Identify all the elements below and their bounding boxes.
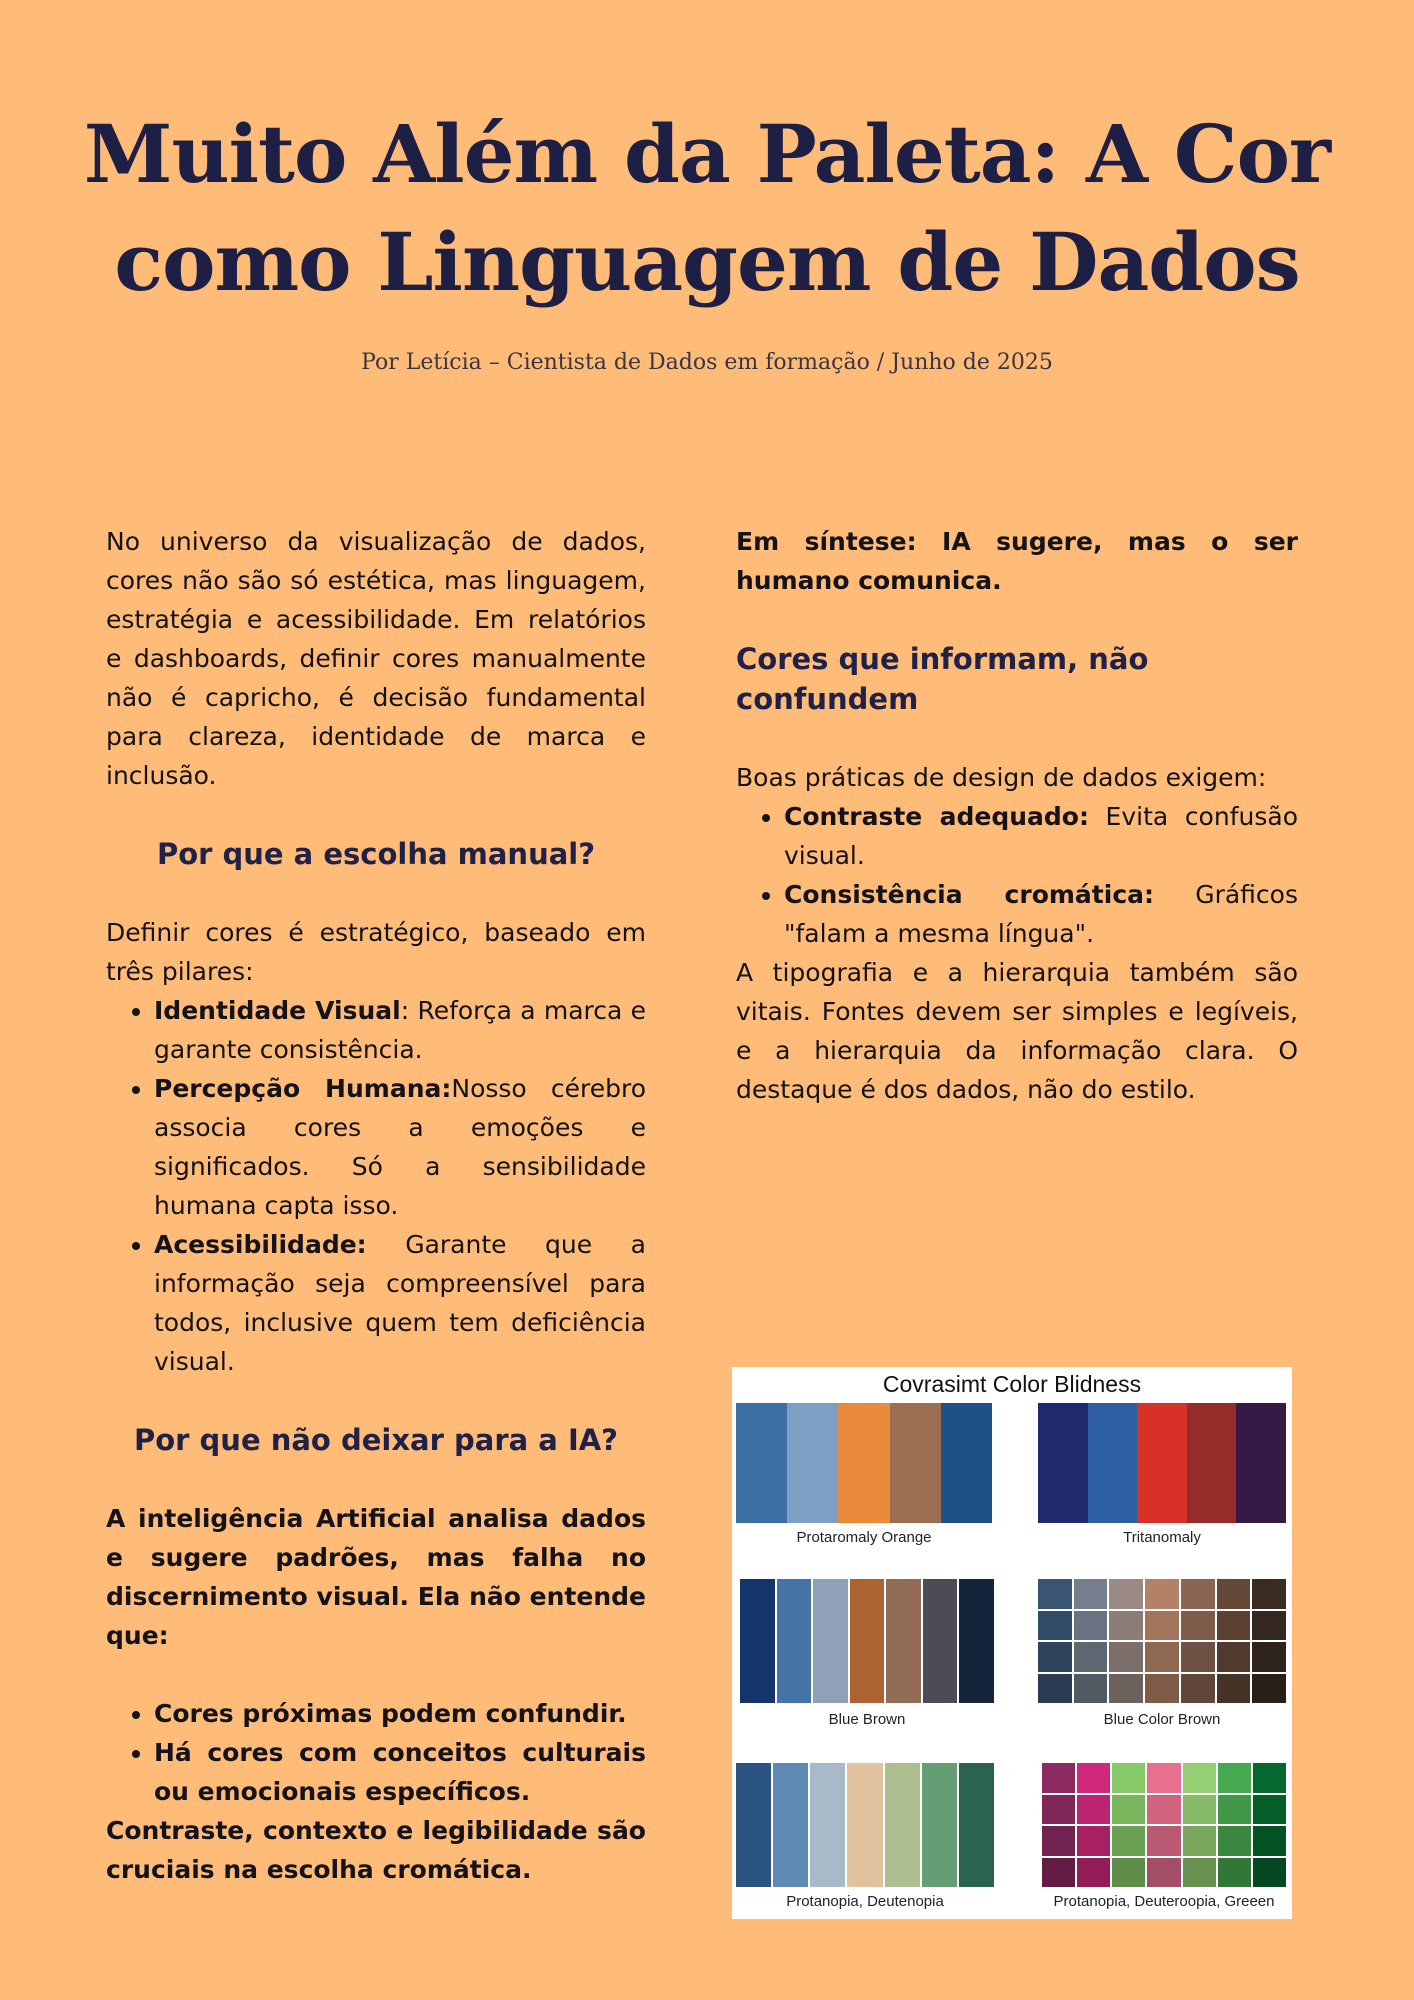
color-swatch (1074, 1642, 1108, 1672)
color-swatch (1112, 1795, 1145, 1825)
pillar-label: Identidade Visual (154, 996, 401, 1025)
color-swatch (1145, 1611, 1179, 1641)
color-swatch (1109, 1579, 1143, 1609)
color-swatch (1183, 1763, 1216, 1793)
color-swatch (1145, 1674, 1179, 1704)
color-swatch (941, 1403, 992, 1523)
color-swatch (959, 1763, 994, 1887)
color-swatch (1147, 1858, 1180, 1888)
color-swatch (1112, 1826, 1145, 1856)
color-swatch (850, 1579, 885, 1703)
pillar-text: Nosso cérebro associa cores a emoções e significados. Só a sensibilidade humana capta isso. (154, 1074, 647, 1220)
practice-label: Contraste adequado: (784, 802, 1089, 831)
color-swatch (1038, 1642, 1072, 1672)
color-blindness-figure (732, 1367, 1292, 1919)
color-swatch (1074, 1674, 1108, 1704)
color-swatch (1077, 1795, 1110, 1825)
color-swatch (1252, 1579, 1286, 1609)
color-swatch (1137, 1403, 1187, 1523)
palette-protanopia-deutenopia (736, 1763, 994, 1887)
color-swatch (810, 1763, 845, 1887)
color-swatch (1253, 1826, 1286, 1856)
list-item (154, 1225, 646, 1381)
list-item (154, 1069, 646, 1225)
color-swatch (1077, 1763, 1110, 1793)
color-swatch (922, 1763, 957, 1887)
color-swatch (813, 1579, 848, 1703)
color-swatch (1181, 1674, 1215, 1704)
color-swatch (1252, 1611, 1286, 1641)
palette-protanopia-deuteroopia-green (1042, 1763, 1286, 1887)
color-swatch (1077, 1826, 1110, 1856)
color-swatch (736, 1403, 787, 1523)
pillar-text: : Reforça a marca e garante consistência. (154, 996, 646, 1064)
color-swatch (773, 1763, 808, 1887)
list-item (784, 875, 1298, 953)
color-swatch (1252, 1642, 1286, 1672)
palette-blue-brown (740, 1579, 994, 1703)
color-swatch (1253, 1858, 1286, 1888)
ai-outro: Contraste, contexto e legibilidade são cruciais na escolha cromática. (106, 1816, 646, 1884)
byline: Por Letícia – Cientista de Dados em formação / Junho de 2025 (361, 350, 1053, 375)
color-swatch (1218, 1826, 1251, 1856)
color-swatch (1183, 1826, 1216, 1856)
color-swatch (886, 1579, 921, 1703)
color-swatch (847, 1763, 882, 1887)
color-swatch (890, 1403, 941, 1523)
color-swatch (1218, 1858, 1251, 1888)
color-swatch (959, 1579, 994, 1703)
color-swatch (1074, 1611, 1108, 1641)
page-title: Muito Além da Paleta: A Cor como Linguagem de Dados (83, 107, 1331, 309)
pillar-label: Percepção Humana: (154, 1074, 452, 1103)
color-swatch (838, 1403, 889, 1523)
palette-caption: Protaromaly Orange (796, 1529, 932, 1546)
color-swatch (1252, 1674, 1286, 1704)
color-swatch (1218, 1763, 1251, 1793)
color-swatch (1042, 1826, 1075, 1856)
color-swatch (740, 1579, 775, 1703)
list-item: • Há cores com conceitos culturais ou emocionais específicos. (154, 1733, 646, 1811)
list-item: • Cores próximas podem confundir. (154, 1694, 646, 1733)
color-swatch (1218, 1795, 1251, 1825)
manual-intro: Definir cores é estratégico, baseado em três pilares: (106, 918, 646, 986)
color-swatch (1183, 1858, 1216, 1888)
heading-manual-choice: Por que a escolha manual? (156, 837, 596, 871)
color-swatch (1112, 1858, 1145, 1888)
practice-text: Gráficos "falam a mesma língua". (784, 880, 1298, 948)
color-swatch (777, 1579, 812, 1703)
palette-caption: Blue Brown (828, 1711, 906, 1728)
palette-caption: Tritanomaly (1123, 1529, 1201, 1546)
color-swatch (1145, 1579, 1179, 1609)
practice-text: Evita confusão visual. (784, 802, 1298, 870)
color-swatch (1183, 1795, 1216, 1825)
color-swatch (1109, 1611, 1143, 1641)
color-swatch (1145, 1642, 1179, 1672)
color-swatch (1253, 1763, 1286, 1793)
practice-label: Consistência cromática: (784, 880, 1155, 909)
figure-title: Covrasimt Color Blidness (882, 1371, 1142, 1397)
color-swatch (1253, 1795, 1286, 1825)
color-swatch (885, 1763, 920, 1887)
left-column (106, 522, 646, 1889)
color-swatch (1217, 1611, 1251, 1641)
pillars-list (106, 991, 646, 1381)
color-swatch (1109, 1642, 1143, 1672)
color-swatch (1236, 1403, 1286, 1523)
palette-tritanomaly (1038, 1403, 1286, 1523)
palette-caption: Blue Color Brown (1103, 1711, 1221, 1728)
color-swatch (1088, 1403, 1138, 1523)
palette-caption: Protanopia, Deuteroopia, Greeen (1053, 1893, 1275, 1910)
pillar-text: Garante que a informação seja compreensível para todos, inclusive quem tem deficiência visual. (154, 1230, 646, 1376)
heading-why-not-ai: Por que não deixar para a IA? (133, 1423, 619, 1457)
color-swatch (1042, 1858, 1075, 1888)
color-swatch (1042, 1795, 1075, 1825)
ai-intro: A inteligência Artificial analisa dados e sugere padrões, mas falha no discernimento visual. Ela não entende que: (106, 1504, 646, 1650)
practices-list (736, 797, 1298, 953)
color-swatch (736, 1763, 771, 1887)
color-swatch (1147, 1795, 1180, 1825)
color-swatch (1147, 1763, 1180, 1793)
ai-points-list (106, 1694, 646, 1811)
list-item (784, 797, 1298, 875)
color-swatch (1217, 1642, 1251, 1672)
palette-blue-color-brown (1038, 1579, 1286, 1703)
color-swatch (1042, 1763, 1075, 1793)
right-column (736, 522, 1298, 1109)
color-swatch (1112, 1763, 1145, 1793)
color-swatch (1077, 1858, 1110, 1888)
color-swatch (923, 1579, 958, 1703)
color-swatch (1147, 1826, 1180, 1856)
palette-caption: Protanopia, Deutenopia (786, 1893, 944, 1910)
typography-paragraph: A tipografia e a hierarquia também são vitais. Fontes devem ser simples e legíveis, e a hierarquia da informação clara. O destaque é dos dados, não do estilo. (736, 958, 1298, 1104)
color-swatch (1074, 1579, 1108, 1609)
practices-intro: Boas práticas de design de dados exigem: (736, 763, 1267, 792)
color-swatch (1217, 1579, 1251, 1609)
color-swatch (1181, 1642, 1215, 1672)
summary-statement: Em síntese: IA sugere, mas o ser humano comunica. (736, 527, 1298, 595)
color-swatch (1181, 1579, 1215, 1609)
pillar-label: Acessibilidade: (154, 1230, 367, 1259)
color-swatch (1038, 1674, 1072, 1704)
color-swatch (1109, 1674, 1143, 1704)
color-swatch (1038, 1403, 1088, 1523)
color-swatch (1038, 1611, 1072, 1641)
color-swatch (787, 1403, 838, 1523)
list-item (154, 991, 646, 1069)
color-swatch (1038, 1579, 1072, 1609)
palette-protanomaly-orange (736, 1403, 992, 1523)
heading-colors-inform: Cores que informam, não confundem (736, 642, 1149, 716)
color-swatch (1217, 1674, 1251, 1704)
color-swatch (1181, 1611, 1215, 1641)
intro-paragraph: No universo da visualização de dados, cores não são só estética, mas linguagem, estratégia e acessibilidade. Em relatórios e dashboards, definir cores manualmente não é capricho, é decisão fundamental para clareza, identidade de marca e inclusão. (106, 527, 646, 790)
color-swatch (1187, 1403, 1237, 1523)
